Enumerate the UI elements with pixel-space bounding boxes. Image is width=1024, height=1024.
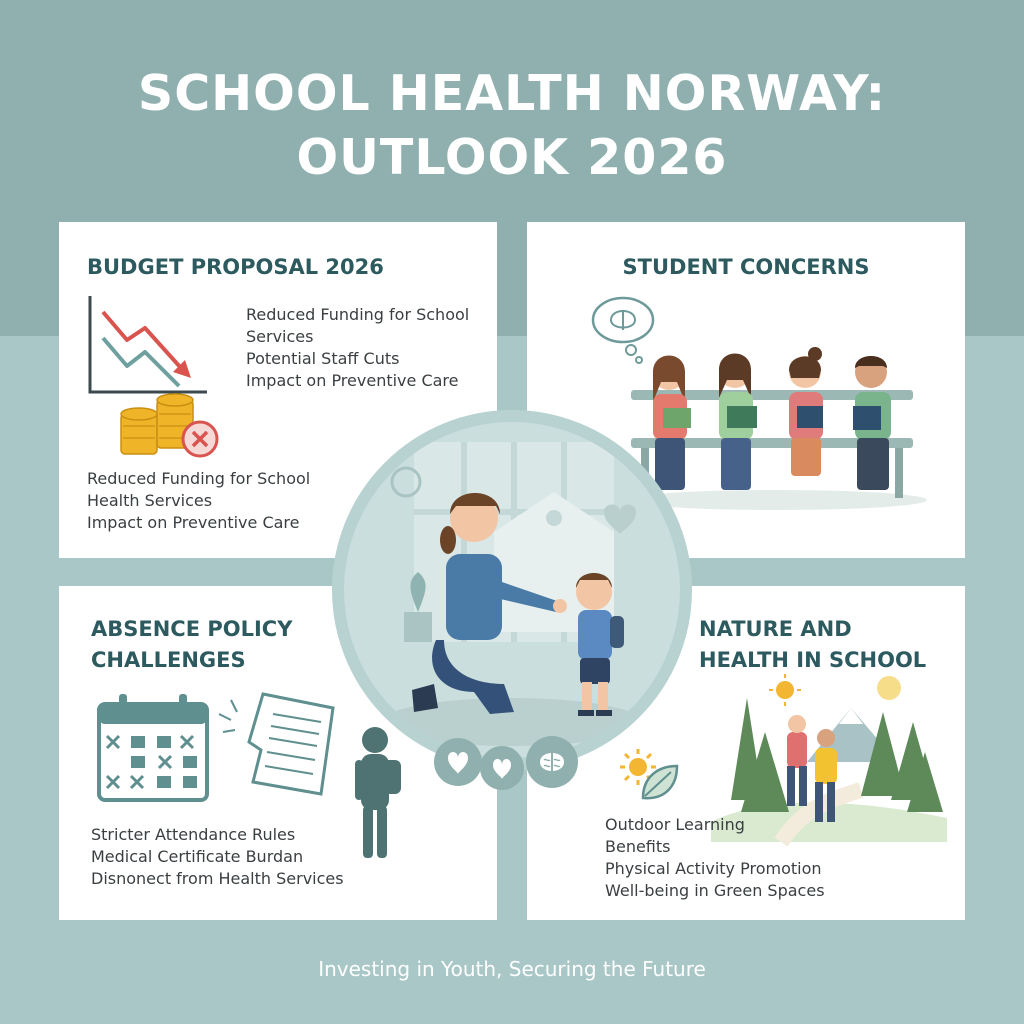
calendar-icon: [97, 692, 209, 802]
brain-icon: [524, 734, 580, 790]
trend-down-chart-icon: [87, 294, 211, 394]
cancel-icon: [181, 420, 219, 458]
budget-bottom-list: [87, 468, 310, 534]
nature-heading: [699, 614, 926, 676]
budget-right-line: Reduced Funding for School: [246, 305, 470, 324]
nurse-and-child-scene: [344, 422, 680, 758]
budget-heading: BUDGET PROPOSAL 2026: [87, 255, 384, 279]
absence-line: Stricter Attendance Rules: [91, 825, 296, 844]
student-heading: STUDENT CONCERNS: [622, 255, 870, 279]
budget-right-list: [246, 304, 469, 392]
absence-heading: [91, 614, 292, 676]
nature-list: [605, 814, 825, 902]
budget-bottom-line: Health Services: [87, 491, 213, 510]
absence-line: Disnonect from Health Services: [91, 869, 344, 888]
heart-icon: [432, 736, 484, 788]
title-line-1: SCHOOL HEALTH NORWAY:: [137, 65, 887, 122]
page-title: [0, 62, 1024, 190]
nature-line: Well-being in Green Spaces: [605, 881, 825, 900]
nature-line: Physical Activity Promotion: [605, 859, 822, 878]
budget-right-line: Potential Staff Cuts: [246, 349, 400, 368]
absence-list: [91, 824, 344, 890]
leaf-icon: [639, 762, 679, 802]
title-line-2: OUTLOOK 2026: [296, 129, 728, 186]
budget-right-line: Services: [246, 327, 314, 346]
broken-document-icon: [217, 690, 337, 800]
nature-heading-line-1: NATURE AND: [699, 617, 852, 641]
absence-heading-line-1: ABSENCE POLICY: [91, 617, 293, 641]
center-illustration: [332, 410, 692, 770]
nature-line: Outdoor Learning: [605, 815, 745, 834]
budget-bottom-line: Impact on Preventive Care: [87, 513, 300, 532]
heart-icon: [478, 744, 526, 792]
absence-line: Medical Certificate Burdan: [91, 847, 304, 866]
nature-line: Benefits: [605, 837, 671, 856]
budget-bottom-line: Reduced Funding for School: [87, 469, 311, 488]
nature-heading-line-2: HEALTH IN SCHOOL: [699, 648, 927, 672]
budget-right-line: Impact on Preventive Care: [246, 371, 459, 390]
absence-heading-line-2: CHALLENGES: [91, 648, 246, 672]
footer-tagline: Investing in Youth, Securing the Future: [318, 957, 706, 981]
